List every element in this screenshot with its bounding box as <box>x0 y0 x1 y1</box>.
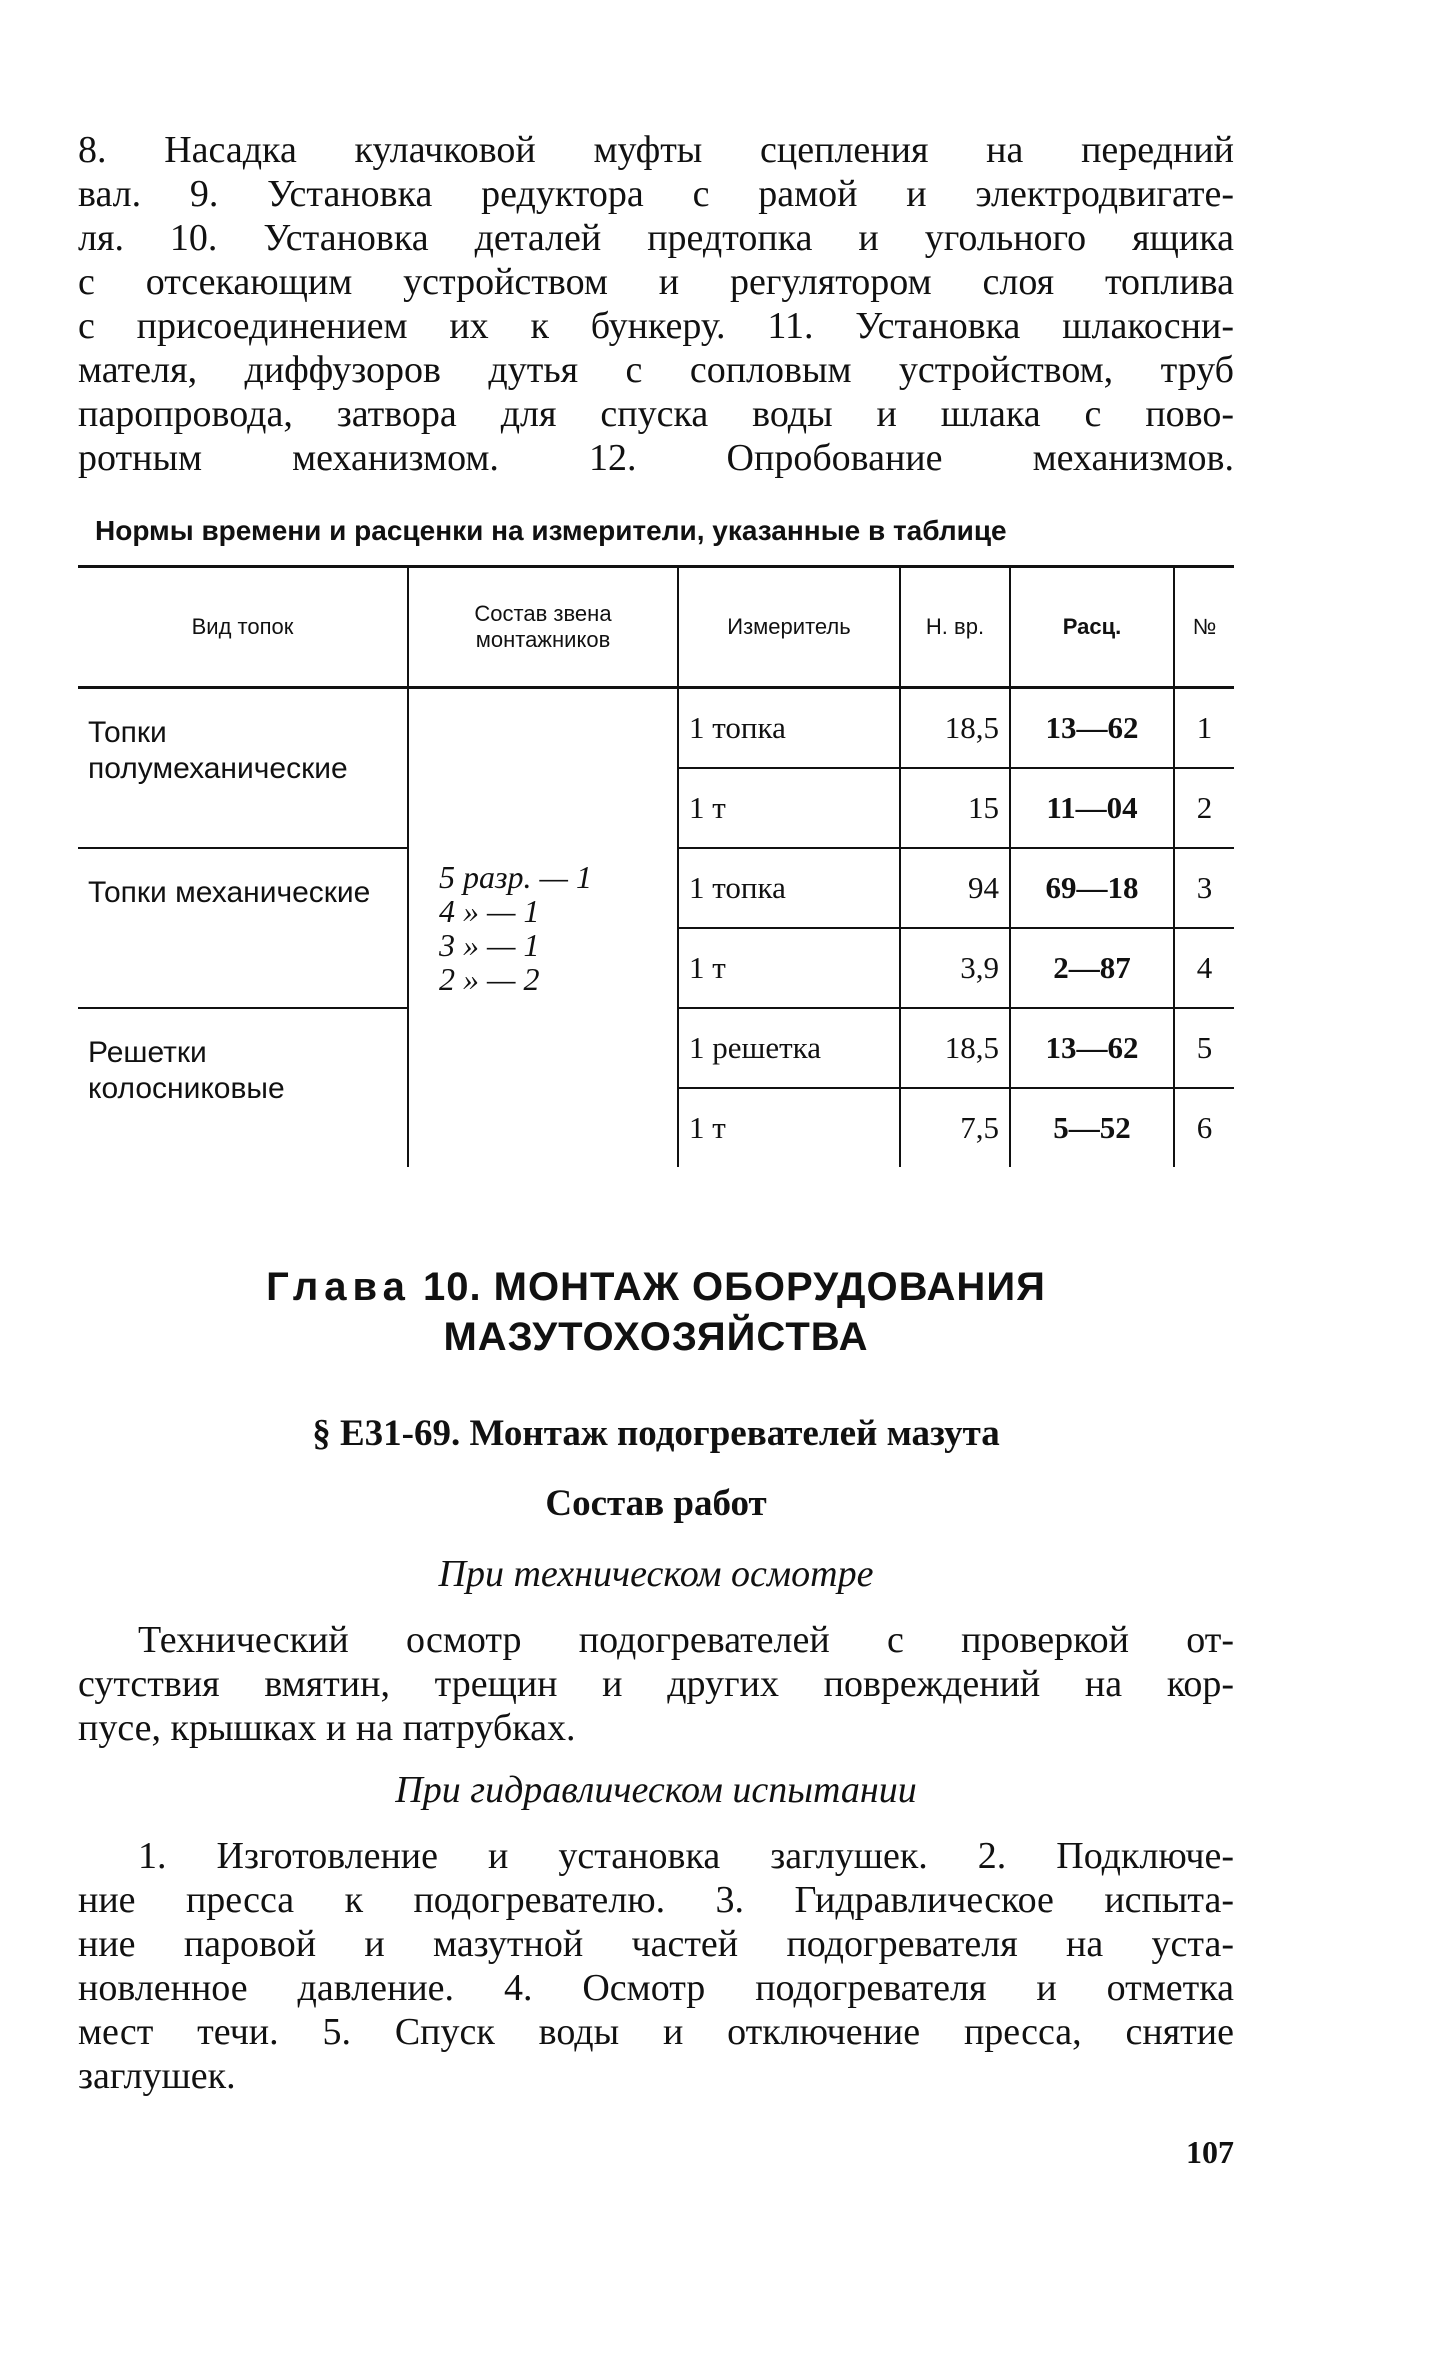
chapter-title-line2: МАЗУТОХОЗЯЙСТВА <box>443 1315 869 1359</box>
text-line: мателя, диффузоров дутья с сопловым устройством, труб <box>78 349 1234 391</box>
text-line: ротным механизмом. 12. Опробование механизмов. <box>78 437 1234 479</box>
table-row <box>78 688 1234 769</box>
unit-cell: 1 т <box>678 768 900 848</box>
rate-cell: 5—52 <box>1010 1088 1174 1167</box>
crew-line: 4 » — 1 <box>439 893 540 929</box>
table-header-row <box>78 567 1234 688</box>
table-caption: Нормы времени и расценки на измерители, указанные в таблице <box>95 515 1007 546</box>
hydro-paragraph <box>78 1834 1234 2098</box>
row-number-cell: 2 <box>1174 768 1234 848</box>
header-rate: Расц. <box>1010 567 1174 688</box>
row-number-cell: 6 <box>1174 1088 1234 1167</box>
intro-paragraph <box>78 128 1234 480</box>
header-crew: Состав звена монтажников <box>408 567 678 688</box>
text-line: Технический осмотр подогревателей с проверкой от- <box>138 1619 1234 1661</box>
text-line: пусе, крышках и на патрубках. <box>78 1707 576 1749</box>
text-line: ние пресса к подогревателю. 3. Гидравлическое испыта- <box>78 1879 1234 1921</box>
unit-cell: 1 топка <box>678 848 900 928</box>
header-norm: Н. вр. <box>900 567 1010 688</box>
header-no: № <box>1174 567 1234 688</box>
kind-cell: Решетки колосниковые <box>88 1036 285 1105</box>
text-line: паропровода, затвора для спуска воды и шлака с пово- <box>78 393 1234 435</box>
inspection-paragraph <box>78 1618 1234 1750</box>
chapter-label: Глава <box>266 1265 411 1309</box>
row-number-cell: 3 <box>1174 848 1234 928</box>
unit-cell: 1 т <box>678 928 900 1008</box>
norm-cell: 15 <box>900 768 1010 848</box>
text-line: 1. Изготовление и установка заглушек. 2. Подключе- <box>138 1835 1234 1877</box>
header-kind: Вид топок <box>78 567 408 688</box>
crew-cell <box>408 688 678 1168</box>
hydro-heading: При гидравлическом испытании <box>395 1769 917 1811</box>
rate-cell: 69—18 <box>1010 848 1174 928</box>
unit-cell: 1 топка <box>678 688 900 769</box>
works-title: Состав работ <box>545 1483 767 1524</box>
crew-line: 2 » — 2 <box>439 961 540 997</box>
unit-cell: 1 т <box>678 1088 900 1167</box>
norm-cell: 18,5 <box>900 688 1010 769</box>
text-line: 8. Насадка кулачковой муфты сцепления на передний <box>78 129 1234 171</box>
row-number-cell: 5 <box>1174 1008 1234 1088</box>
norms-table <box>78 565 1234 1167</box>
row-number-cell: 1 <box>1174 688 1234 769</box>
text-line: заглушек. <box>78 2055 236 2097</box>
text-line: сутствия вмятин, трещин и других повреждений на кор- <box>78 1663 1234 1705</box>
rate-cell: 2—87 <box>1010 928 1174 1008</box>
norm-cell: 7,5 <box>900 1088 1010 1167</box>
text-line: с присоединением их к бункеру. 11. Установка шлакосни- <box>78 305 1234 347</box>
row-number-cell: 4 <box>1174 928 1234 1008</box>
text-line: вал. 9. Установка редуктора с рамой и электродвигате- <box>78 173 1234 215</box>
text-line: новленное давление. 4. Осмотр подогревателя и отметка <box>78 1967 1234 2009</box>
inspection-heading: При техническом осмотре <box>438 1553 874 1595</box>
crew-line: 5 разр. — 1 <box>439 859 592 895</box>
text-line: мест течи. 5. Спуск воды и отключение пресса, снятие <box>78 2011 1234 2053</box>
norm-cell: 3,9 <box>900 928 1010 1008</box>
text-line: ля. 10. Установка деталей предтопка и угольного ящика <box>78 217 1234 259</box>
section-title: § Е31-69. Монтаж подогревателей мазута <box>312 1413 1000 1454</box>
crew-line: 3 » — 1 <box>439 927 540 963</box>
kind-cell: Топки полумеханические <box>78 688 408 849</box>
text-line: ние паровой и мазутной частей подогревателя на уста- <box>78 1923 1234 1965</box>
page-number: 107 <box>1186 2134 1234 2170</box>
kind-cell: Топки механические <box>78 848 408 1008</box>
norm-cell: 94 <box>900 848 1010 928</box>
rate-cell: 13—62 <box>1010 688 1174 769</box>
rate-cell: 11—04 <box>1010 768 1174 848</box>
header-unit: Измеритель <box>678 567 900 688</box>
norm-cell: 18,5 <box>900 1008 1010 1088</box>
text-line: с отсекающим устройством и регулятором слоя топлива <box>78 261 1234 303</box>
chapter-title-line1: 10. МОНТАЖ ОБОРУДОВАНИЯ <box>422 1265 1046 1309</box>
unit-cell: 1 решетка <box>678 1008 900 1088</box>
chapter-title <box>78 1262 1234 1312</box>
rate-cell: 13—62 <box>1010 1008 1174 1088</box>
